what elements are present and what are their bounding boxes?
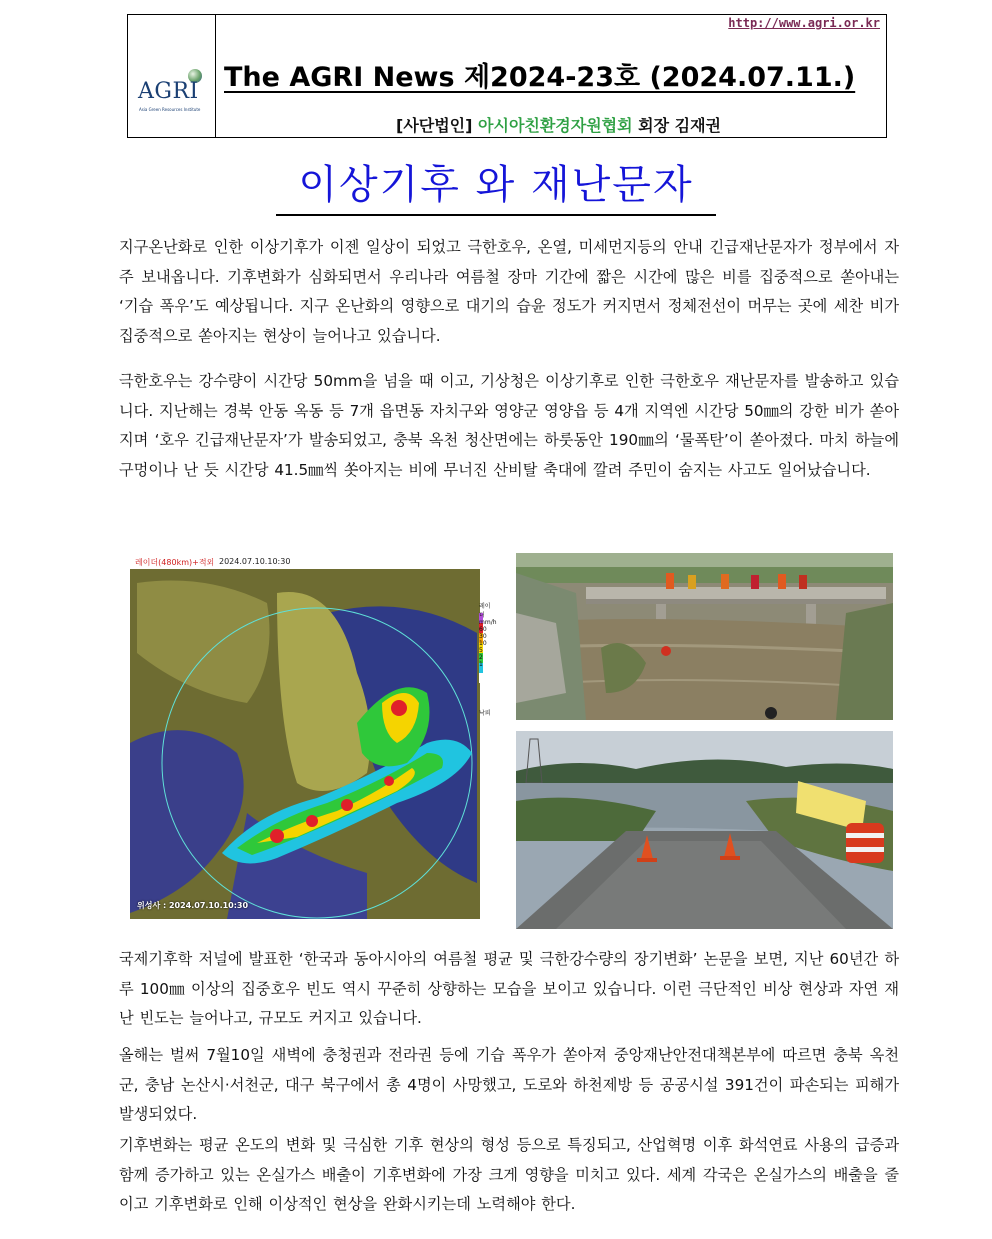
legend-unit: mm/h	[479, 619, 497, 626]
radar-map	[127, 553, 483, 921]
agri-logo: AGRI	[138, 79, 199, 104]
road-cones-scene	[516, 731, 893, 929]
website-link[interactable]: http://www.agri.or.kr	[728, 16, 880, 30]
president-prefix: [사단법인]	[396, 116, 479, 135]
radar-caption: 레이더(480km)+적외	[135, 558, 215, 567]
flooded-river-photo	[516, 553, 893, 720]
logo-subtitle: Asia Green Resources Institute	[139, 107, 201, 112]
paragraph-4: 올해는 벌써 7월10일 새벽에 충청권과 전라권 등에 기습 폭우가 쏟아져 중앙재난안전대책본부에 따르면 충북 옥천군, 충남 논산시·서천군, 대구 북구에서 총 4명이 사망했고, 도로와 하천제방 등 공공시설 391건이 파손되는 피해가 발생되었다.	[119, 1046, 899, 1124]
newsletter-header	[127, 14, 887, 138]
radar-legend	[479, 601, 497, 717]
president-name: 회장 김재권	[632, 116, 722, 135]
paragraph-2: 극한호우는 강수량이 시간당 50mm을 넘을 때 이고, 기상청은 이상기후로 인한 극한호우 재난문자를 발송하고 있습니다. 지난해는 경북 안동 옥동 등 7개 읍면동 자치구와 영양군 영양읍 등 4개 지역엔 시간당 50㎜의 강한 비가 쏟아지며 ‘호우 긴급재난문자’가 발송되었고, 충북 옥천 청산면에는 하룻동안 190㎜의 ‘물폭탄’이 쏟아졌다. 마치 하늘에 구멍이나 난 듯 시간당 41.5㎜씩 쏫아지는 비에 무너진 산비탈 축대에 깔려 주민이 숨지는 사고도 일어났습니다.	[119, 372, 899, 479]
weather-radar-image	[127, 553, 497, 921]
river-bridge-scene	[516, 553, 893, 720]
paragraph-5: 기후변화는 평균 온도의 변화 및 극심한 기후 현상의 형성 등으로 특징되고, 산업혁명 이후 화석연료 사용의 급증과 함께 증가하고 있는 온실가스 배출이 기후변화에 가장 크게 영향을 미치고 있다. 세계 각국은 온실가스의 배출을 줄이고 기후변화로 인해 이상적인 현상을 완화시키는데 노력해야 한다.	[119, 1136, 899, 1214]
legend-value: 10	[479, 640, 487, 647]
legend-value: 60	[479, 626, 487, 633]
newsletter-title: The AGRI News 제2024-23호 (2024.07.11.)	[224, 62, 856, 93]
legend-value: 2	[479, 654, 483, 661]
president-line	[396, 113, 721, 136]
radar-time: 2024.07.10.10:30	[219, 557, 291, 566]
legend-title: 레이더	[479, 603, 491, 619]
paragraph-3: 국제기후학 저널에 발표한 ‘한국과 동아시아의 여름철 평균 및 극한강수량의 장기변화’ 논문을 보면, 지난 60년간 하루 100㎜ 이상의 집중호우 빈도 역시 꾸준히 상향하는 모습을 보이고 있습니다. 이런 극단적인 비상 현상과 자연 재난 빈도는 늘어나고, 규모도 커지고 있습니다.	[119, 950, 899, 1028]
legend-value: 30	[479, 633, 487, 640]
radar-stamp: 위성사 : 2024.07.10.10:30	[137, 901, 249, 910]
legend-value: 5	[479, 647, 483, 654]
flooded-road-photo	[516, 731, 893, 929]
legend-value: 1	[479, 661, 483, 668]
logo-cell	[128, 15, 216, 137]
organization-name: 아시아친환경자원협회	[478, 116, 633, 135]
paragraph-1: 지구온난화로 인한 이상기후가 이젠 일상이 되었고 극한호우, 온열, 미세먼지등의 안내 긴급재난문자가 정부에서 자주 보내옵니다. 기후변화가 심화되면서 우리나라 여름철 장마 기간에 짧은 시간에 많은 비를 집중적으로 쏟아내는 ‘기습 폭우’도 예상됩니다. 지구 온난화의 영향으로 대기의 습윤 정도가 커지면서 정체전선이 머무는 곳에 세찬 비가 집중적으로 쏟아지는 현상이 늘어나고 있습니다.	[119, 238, 899, 345]
article-title: 이상기후 와 재난문자	[0, 153, 992, 210]
legend-lightning: 낙뢰	[479, 710, 491, 717]
